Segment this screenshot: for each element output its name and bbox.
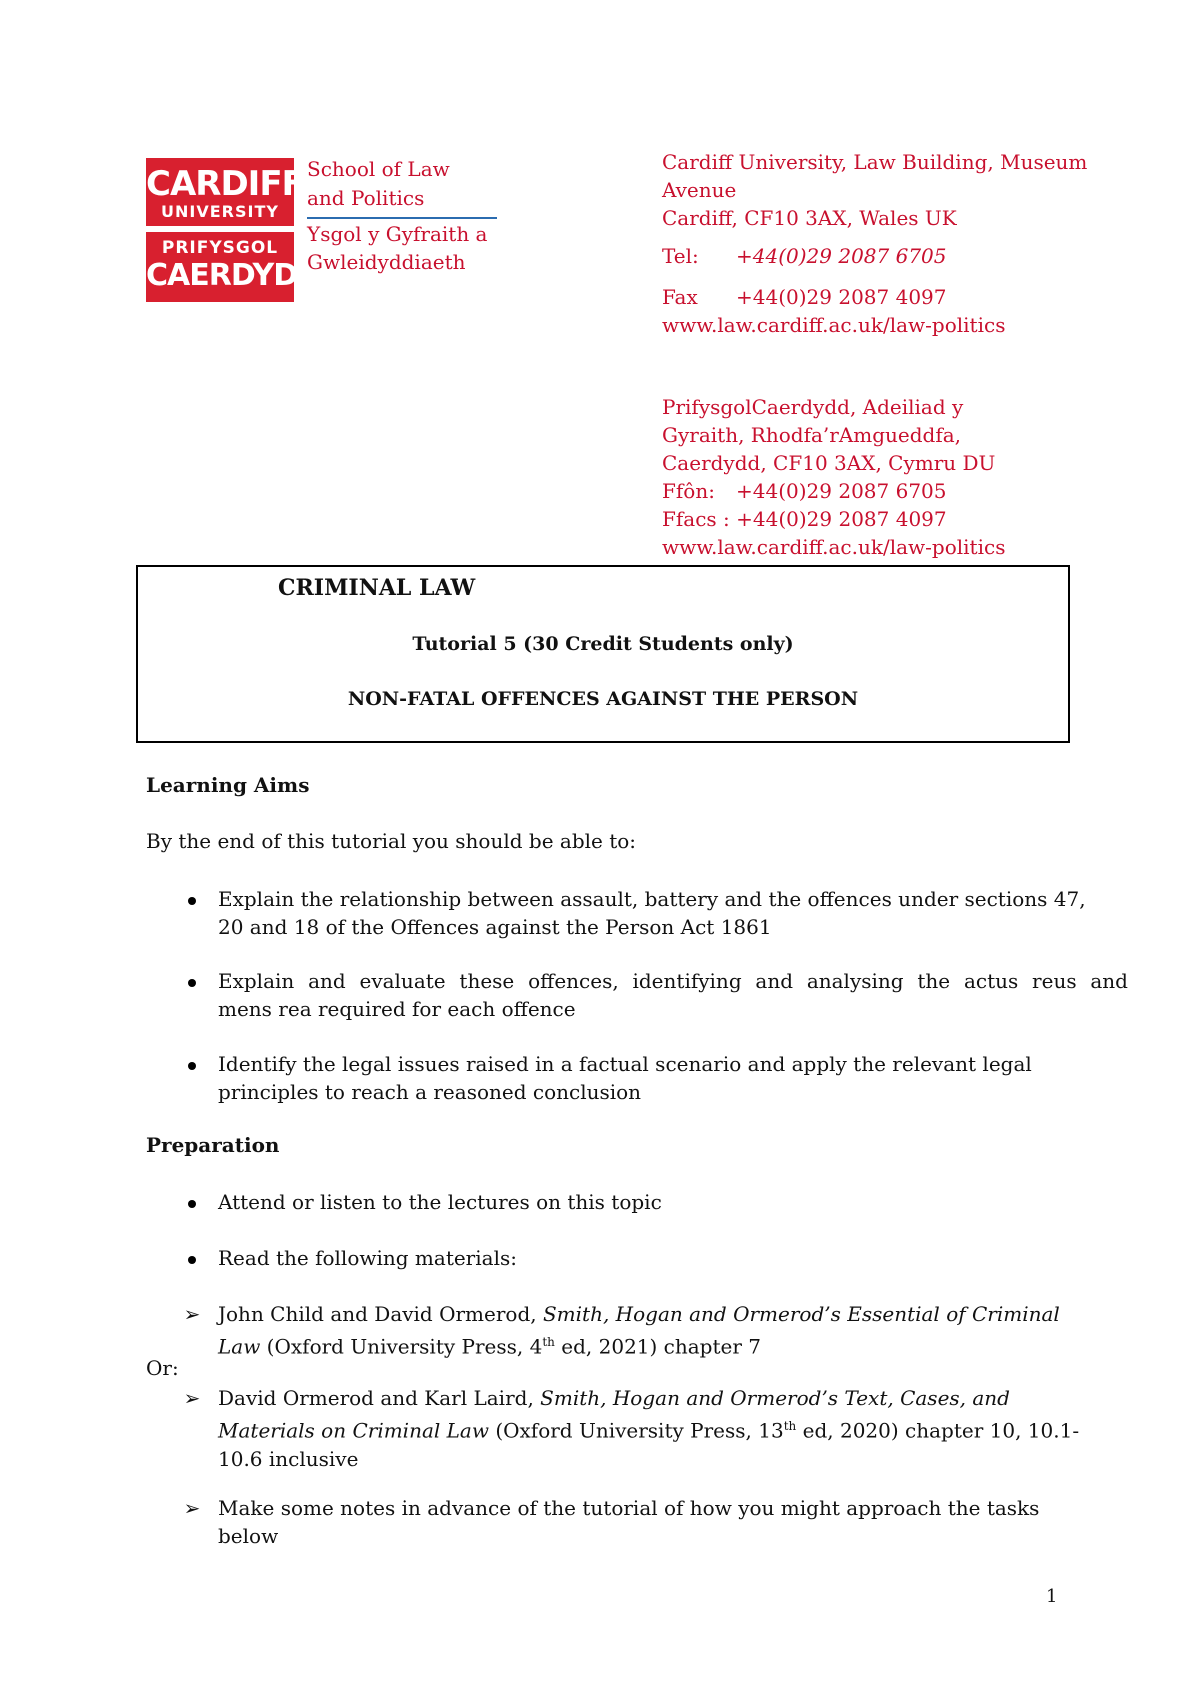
phone-english [662,242,1102,270]
list-item [146,1188,1066,1216]
bullet-icon [180,885,204,913]
fax-value: +44(0)29 2087 4097 [736,285,947,309]
learning-aims-heading: Learning Aims [146,773,310,797]
list-item-line: principles to reach a reasoned conclusion [218,1080,642,1104]
page-number: 1 [1046,1586,1058,1607]
list-item-text: Read the following materials: [218,1246,517,1270]
reference-item [146,1494,1066,1550]
logo-divider [146,226,294,232]
list-item-text: Attend or listen to the lectures on this topic [218,1190,662,1214]
reference-book-title: Law [218,1334,261,1359]
address-en-line-1: Cardiff University, Law Building, Museum [662,150,1088,174]
list-item [146,967,1128,1023]
logo-line-4: CAERDYDD [146,258,322,293]
reference-text: (Oxford University Press, 4 [260,1334,543,1359]
logo-line-1: CARDIFF [146,164,304,204]
reference-text: John Child and David Ormerod, [218,1302,543,1326]
address-cy-line-2: Gyraith, Rhodfa’rAmgueddfa, [662,423,962,447]
list-item [146,1050,1066,1106]
reference-book-title: Materials on Criminal Law [218,1418,489,1443]
logo-line-3: PRIFYSGOL [161,238,279,258]
reference-text: David Ormerod and Karl Laird, [218,1386,541,1410]
bullet-icon [180,967,204,995]
address-cy-line-3: Caerdydd, CF10 3AX, Cymru DU [662,451,996,475]
reference-text: (Oxford University Press, 13 [488,1418,784,1443]
course-title: CRIMINAL LAW [278,575,476,601]
title-box [136,565,1070,743]
cardiff-university-logo [146,158,322,302]
reference-book-title: Smith, Hogan and Ormerod’s Text, Cases, and [540,1386,1010,1410]
learning-aims-intro: By the end of this tutorial you should be able to: [146,829,637,853]
address-welsh [662,393,1102,561]
or-label: Or: [146,1356,179,1380]
school-welsh-line-2: Gwleidyddiaeth [307,250,466,274]
ffon-label: Ffôn: [662,479,715,503]
reference-superscript: th [783,1419,797,1433]
reference-superscript: th [542,1335,555,1349]
tel-value: +44(0)29 2087 6705 [736,244,947,268]
arrow-bullet-icon: ➢ [183,1386,201,1410]
school-name-line-1: School of Law [307,157,450,181]
logo-line-2: UNIVERSITY [161,202,279,221]
list-item-line: below [218,1524,279,1548]
reference-item [146,1300,1066,1359]
list-item [146,1244,1066,1272]
list-item-line: Explain the relationship between assault, battery and the offences under sections 47, [218,887,1086,911]
tutorial-subtitle: Tutorial 5 (30 Credit Students only) [412,633,794,655]
list-item-line: Identify the legal issues raised in a factual scenario and apply the relevant legal [218,1052,1032,1076]
list-item-line: Explain and evaluate these offences, identifying and analysing the actus reus and [218,969,1128,993]
preparation-heading: Preparation [146,1133,280,1157]
school-welsh-line-1: Ysgol y Gyfraith a [307,222,488,246]
address-en-line-3: Cardiff, CF10 3AX, Wales UK [662,206,957,230]
school-name-rule [307,217,497,219]
fax-web-english [662,283,1102,339]
address-english [662,148,1102,232]
school-name-line-2: and Politics [307,186,425,210]
school-name-english [307,155,450,213]
reference-text: ed, 2020) chapter 10, 10.1- [796,1418,1080,1443]
reference-text: 10.6 inclusive [218,1446,359,1471]
arrow-bullet-icon: ➢ [183,1496,201,1520]
tutorial-topic: NON-FATAL OFFENCES AGAINST THE PERSON [347,688,859,710]
list-item [146,885,1086,941]
fax-label: Fax [662,285,698,309]
school-name-welsh [307,220,487,276]
list-item-line: Make some notes in advance of the tutorial of how you might approach the tasks [218,1496,1040,1520]
website-link[interactable]: www.law.cardiff.ac.uk/law-politics [662,313,1006,337]
arrow-bullet-icon: ➢ [183,1302,201,1326]
website-link-welsh[interactable]: www.law.cardiff.ac.uk/law-politics [662,535,1006,559]
address-cy-line-1: PrifysgolCaerdydd, Adeiliad y [662,395,964,419]
reference-item [146,1384,1080,1471]
bullet-icon [180,1188,204,1216]
bullet-icon [180,1244,204,1272]
reference-text: ed, 2021) chapter 7 [554,1334,761,1359]
list-item-line: mens rea required for each offence [218,997,576,1021]
ffacs-value: +44(0)29 2087 4097 [736,507,947,531]
address-en-line-2: Avenue [662,178,737,202]
ffon-value: +44(0)29 2087 6705 [736,479,947,503]
ffacs-label: Ffacs : [662,507,730,531]
reference-book-title: Smith, Hogan and Ormerod’s Essential of Criminal [542,1302,1060,1326]
bullet-icon [180,1050,204,1078]
tel-label: Tel: [662,244,699,268]
list-item-line: 20 and 18 of the Offences against the Person Act 1861 [218,915,772,939]
